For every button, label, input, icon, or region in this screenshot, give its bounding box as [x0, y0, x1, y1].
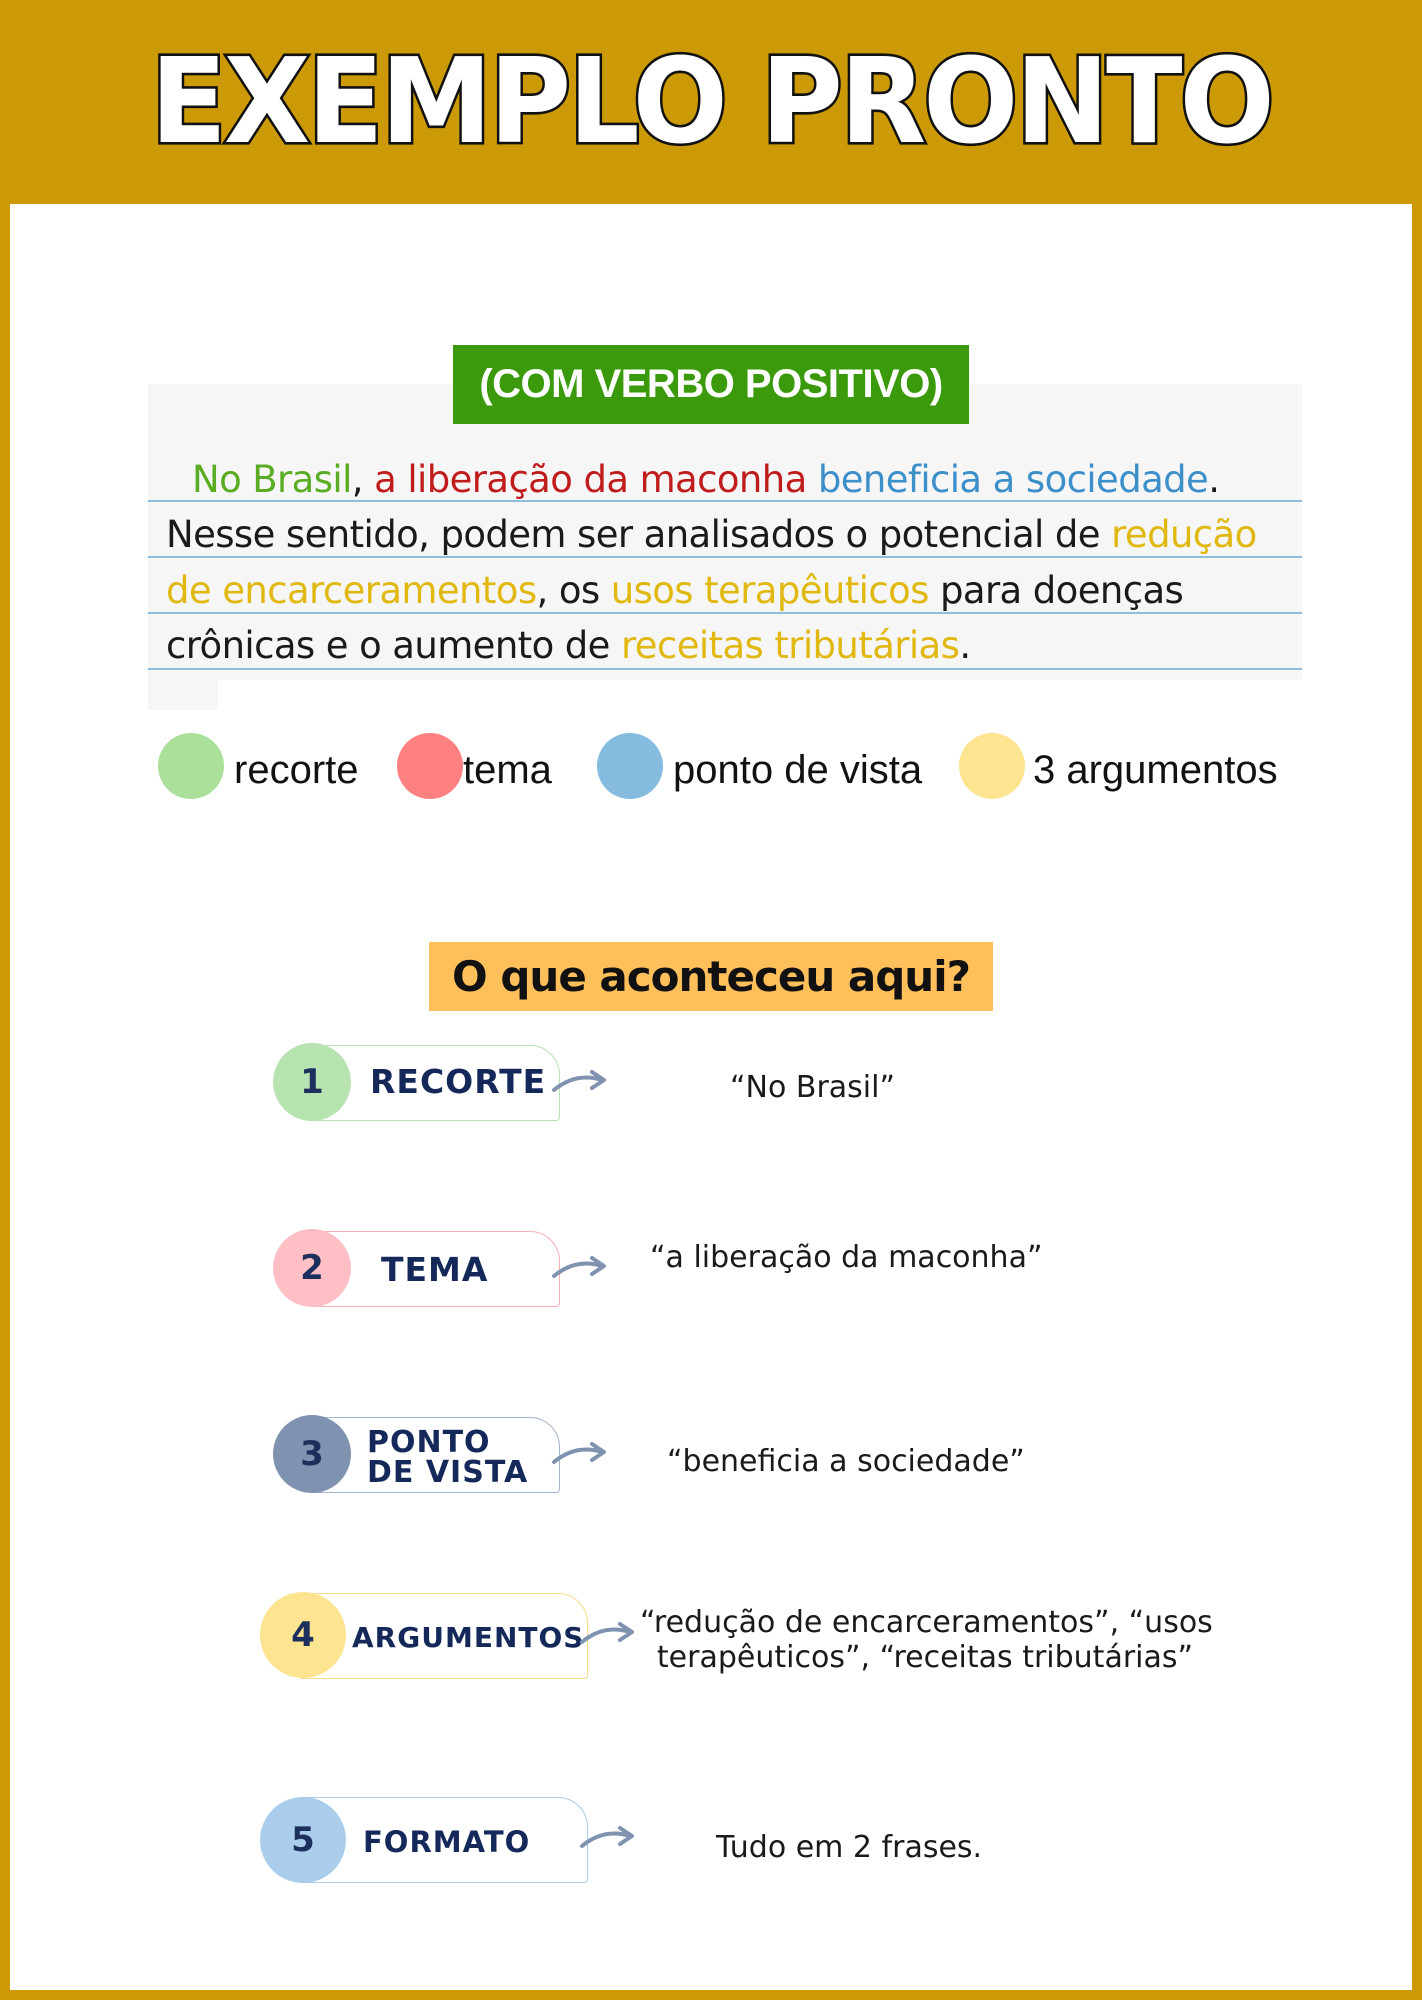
- notebook-paper-tail: [148, 680, 218, 710]
- step-label-argumentos: ARGUMENTOS: [352, 1621, 585, 1654]
- legend-dot-recorte: [158, 733, 224, 799]
- step-text-ponto-de-vista: “beneficia a sociedade”: [667, 1444, 1025, 1479]
- step-label-ponto-de-vista: [367, 1425, 529, 1490]
- section-title: [429, 942, 993, 1011]
- paragraph-line-4: [166, 624, 970, 667]
- legend-dot-ponto-de-vista: [597, 733, 663, 799]
- argument-highlight: receitas tributárias: [620, 624, 960, 667]
- page-title: EXEMPLO PRONTO: [150, 33, 1272, 171]
- text-fragment: ,: [351, 458, 375, 501]
- argument-highlight: redução: [1111, 513, 1257, 556]
- step-text-recorte: “No Brasil”: [730, 1070, 896, 1105]
- verb-badge: [453, 345, 969, 424]
- step-text-formato: Tudo em 2 frases.: [716, 1830, 983, 1865]
- text-fragment: .: [1208, 458, 1220, 501]
- step-label-recorte: RECORTE: [370, 1062, 547, 1101]
- legend-dot-tema: [397, 733, 463, 799]
- step-number-circle: [273, 1229, 351, 1307]
- paragraph-line-2: [166, 513, 1257, 556]
- step-text-tema: “a liberação da maconha”: [650, 1240, 1043, 1275]
- recorte-highlight: No Brasil: [192, 458, 352, 501]
- step-text-line: “redução de encarceramentos”, “usos: [640, 1605, 1213, 1640]
- ponto-de-vista-highlight: beneficia a sociedade: [817, 458, 1209, 501]
- argument-highlight: usos terapêuticos: [610, 569, 929, 612]
- arrow-icon: [550, 1436, 610, 1472]
- arrow-icon: [578, 1820, 638, 1856]
- step-number: 3: [300, 1434, 324, 1474]
- step-number-circle: [260, 1592, 346, 1678]
- text-fragment: , os: [536, 569, 611, 612]
- step-text-line: terapêuticos”, “receitas tributárias”: [656, 1640, 1194, 1675]
- legend-label-ponto-de-vista: ponto de vista: [673, 748, 923, 792]
- section-title-label: O que aconteceu aqui?: [452, 952, 970, 1001]
- notebook-rule: [148, 668, 1302, 670]
- paragraph-line-3: [166, 569, 1183, 612]
- legend-dot-argumentos: [959, 733, 1025, 799]
- step-label-tema: TEMA: [381, 1250, 489, 1289]
- step-label-formato: FORMATO: [363, 1825, 531, 1859]
- step-number: 2: [300, 1248, 324, 1288]
- text-fragment: para doenças: [928, 569, 1184, 612]
- legend-label-tema: tema: [463, 748, 552, 792]
- paragraph-line-1: [192, 458, 1219, 501]
- tema-highlight: a liberação da maconha: [374, 458, 807, 501]
- text-fragment: [807, 458, 818, 501]
- arrow-icon: [550, 1250, 610, 1286]
- step-number-circle: [273, 1043, 351, 1121]
- arrow-icon: [578, 1616, 638, 1652]
- argument-highlight: de encarceramentos: [166, 569, 537, 612]
- step-number: 4: [291, 1615, 315, 1655]
- step-number: 5: [291, 1820, 315, 1860]
- notebook-rule: [148, 612, 1302, 614]
- notebook-rule: [148, 556, 1302, 558]
- step-text-argumentos: [640, 1605, 1213, 1675]
- legend-label-recorte: recorte: [234, 748, 359, 792]
- legend-label-argumentos: 3 argumentos: [1033, 748, 1278, 792]
- step-number-circle: [273, 1415, 351, 1493]
- arrow-icon: [550, 1064, 610, 1100]
- step-label-line: PONTO: [367, 1425, 491, 1460]
- text-fragment: .: [959, 624, 971, 667]
- step-number: 1: [300, 1062, 324, 1102]
- step-number-circle: [260, 1797, 346, 1883]
- text-fragment: crônicas e o aumento de: [166, 624, 621, 667]
- step-label-line: DE VISTA: [367, 1455, 529, 1490]
- text-fragment: Nesse sentido, podem ser analisados o potencial de: [166, 513, 1112, 556]
- header-banner: [0, 0, 1422, 204]
- verb-badge-label: (COM VERBO POSITIVO): [479, 362, 943, 406]
